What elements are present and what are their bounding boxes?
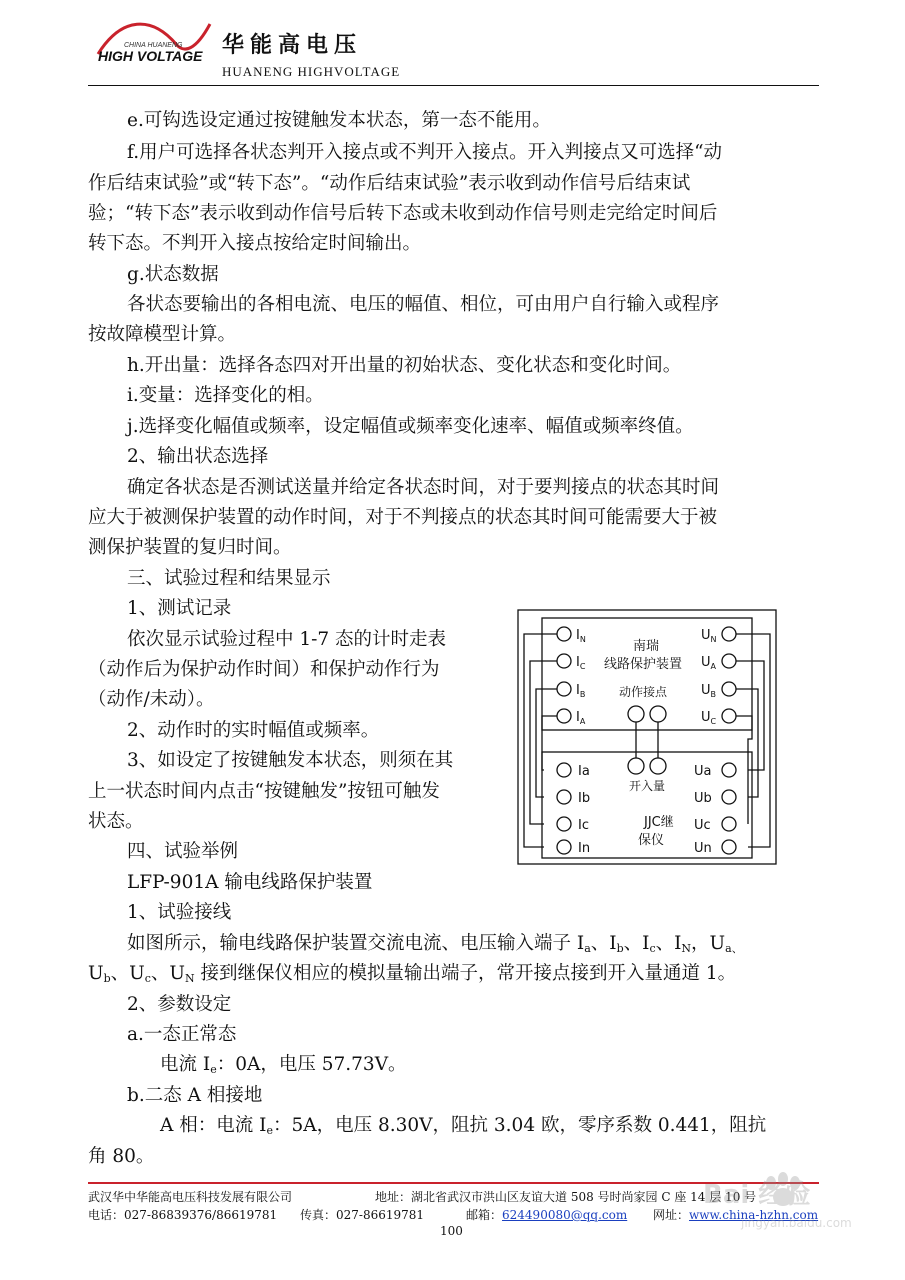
device-title-1: 南瑞 [633, 639, 660, 654]
terminal-label: In [578, 841, 591, 856]
tester-title-1: JJC继 [644, 815, 674, 830]
footer-email: 邮箱：624490080@qq.com [466, 1208, 628, 1222]
body-line: $U_b$、$U_c$、$U_N$ 接到继保仪相应的模拟量输出端子，常开接点接到开入量通道 1。 [88, 963, 737, 985]
website-link[interactable]: www.china-hzhn.com [689, 1208, 819, 1222]
body-line: LFP-901A 输电线路保护装置 [127, 872, 373, 893]
terminal-label: Ia [578, 764, 590, 779]
terminal-label: Ub [694, 791, 712, 806]
body-line: 验；“转下态”表示收到动作信号后转下态或未收到动作信号则走完给定时间后 [88, 203, 718, 224]
body-line: 2、参数设定 [127, 994, 232, 1015]
email-link[interactable]: 624490080@qq.com [502, 1208, 628, 1222]
body-line: 按故障模型计算。 [88, 324, 237, 345]
tester-input-label: 开入量 [629, 779, 666, 793]
body-line: 应大于被测保护装置的动作时间，对于不判接点的状态其时间可能需要大于被 [88, 507, 718, 528]
brand-name-en: HUANENG HIGHVOLTAGE [222, 64, 401, 79]
terminal-label: $I_B$ [576, 683, 586, 699]
body-line: f.用户可选择各状态判开入接点或不判开入接点。开入判接点又可选择“动 [127, 142, 723, 163]
body-line: （动作后为保护动作时间）和保护动作行为 [88, 659, 440, 680]
terminal-label: $I_N$ [576, 628, 586, 644]
wiring-diagram [516, 608, 778, 866]
body-line: 测保护装置的复归时间。 [88, 537, 292, 558]
body-line: b.二态 A 相接地 [127, 1085, 263, 1106]
terminal-label: Uc [694, 818, 711, 833]
body-line: 2、输出状态选择 [127, 446, 269, 467]
body-line: 2、动作时的实时幅值或频率。 [127, 720, 380, 741]
body-line: 上一状态时间内点击“按键触发”按钮可触发 [88, 781, 440, 802]
body-line: i.变量：选择变化的相。 [127, 385, 324, 406]
footer-website: 网址：www.china-hzhn.com [653, 1208, 819, 1222]
footer-address: 地址：湖北省武汉市洪山区友谊大道 508 号时尚家园 C 座 14 层 10 号 [375, 1190, 757, 1204]
section-heading: 三、试验过程和结果显示 [127, 568, 331, 589]
body-line: 状态。 [88, 811, 144, 832]
terminal-label: $U_C$ [701, 710, 717, 726]
body-line: （动作/未动）。 [88, 689, 215, 710]
terminal-label: Un [694, 841, 712, 856]
terminal-label: Ua [694, 764, 712, 779]
section-heading: 四、试验举例 [127, 841, 239, 862]
terminal-label: $U_N$ [701, 628, 717, 644]
protection-device-box [542, 618, 752, 730]
footer-company: 武汉华中华能高电压科技发展有限公司 [88, 1190, 293, 1204]
contact-label: 动作接点 [619, 685, 668, 699]
logo-arc-text: CHINA HUANENG [124, 42, 183, 49]
terminal-label: Ic [578, 818, 589, 833]
terminal-label: $I_C$ [576, 655, 586, 671]
body-line: 3、如设定了按键触发本状态，则须在其 [127, 750, 454, 771]
body-line: h.开出量：选择各态四对开出量的初始状态、变化状态和变化时间。 [127, 355, 682, 376]
baidu-watermark [683, 1165, 873, 1235]
watermark-text: Bai 经验 [703, 1180, 811, 1210]
body-line: j.选择变化幅值或频率，设定幅值或频率变化速率、幅值或频率终值。 [127, 416, 694, 437]
tester-title-2: 保仪 [638, 833, 665, 848]
body-line: 1、试验接线 [127, 902, 232, 923]
terminal-label: Ib [578, 791, 591, 806]
logo-text: HIGH VOLTAGE [98, 48, 203, 64]
company-logo [92, 14, 216, 72]
body-line: 作后结束试验”或“转下态”。“动作后结束试验”表示收到动作信号后结束试 [88, 173, 691, 194]
footer-fax: 传真：027-86619781 [300, 1208, 425, 1222]
body-line: 依次显示试验过程中 1-7 态的计时走表 [127, 629, 447, 650]
body-line: e.可钩选设定通过按键触发本状态，第一态不能用。 [127, 110, 551, 131]
body-line: g.状态数据 [127, 264, 219, 285]
header-rule [88, 85, 819, 86]
page-number: 100 [440, 1224, 463, 1238]
terminal-label: $U_A$ [701, 655, 716, 671]
watermark-subtext: jingyan.baidu.com [741, 1216, 852, 1230]
body-line: a.一态正常态 [127, 1024, 237, 1045]
body-line: 转下态。不判开入接点按给定时间输出。 [88, 233, 422, 254]
body-line: 如图所示，输电线路保护装置交流电流、电压输入端子 $I_a$、$I_b$、$I_c$、$I_N$，$U_{a、}$ [127, 933, 743, 955]
device-title-2: 线路保护装置 [604, 657, 683, 672]
body-line: 1、测试记录 [127, 598, 232, 619]
footer-phone: 电话：027-86839376/86619781 [88, 1208, 278, 1222]
body-line: 确定各状态是否测试送量并给定各状态时间，对于要判接点的状态其时间 [127, 477, 720, 498]
body-line: 电流 $I_e$：0A，电压 57.73V。 [160, 1054, 407, 1076]
terminal-label: $U_B$ [701, 683, 717, 699]
body-line: 角 80。 [88, 1146, 155, 1167]
terminal-label: $I_A$ [576, 710, 586, 726]
brand-name-cn: 华能高电压 [222, 33, 363, 58]
body-line: 各状态要输出的各相电流、电压的幅值、相位，可由用户自行输入或程序 [127, 294, 720, 315]
body-line: A 相：电流 $I_e$：5A，电压 8.30V，阻抗 3.04 欧，零序系数 0.441，阻抗 [160, 1115, 767, 1137]
